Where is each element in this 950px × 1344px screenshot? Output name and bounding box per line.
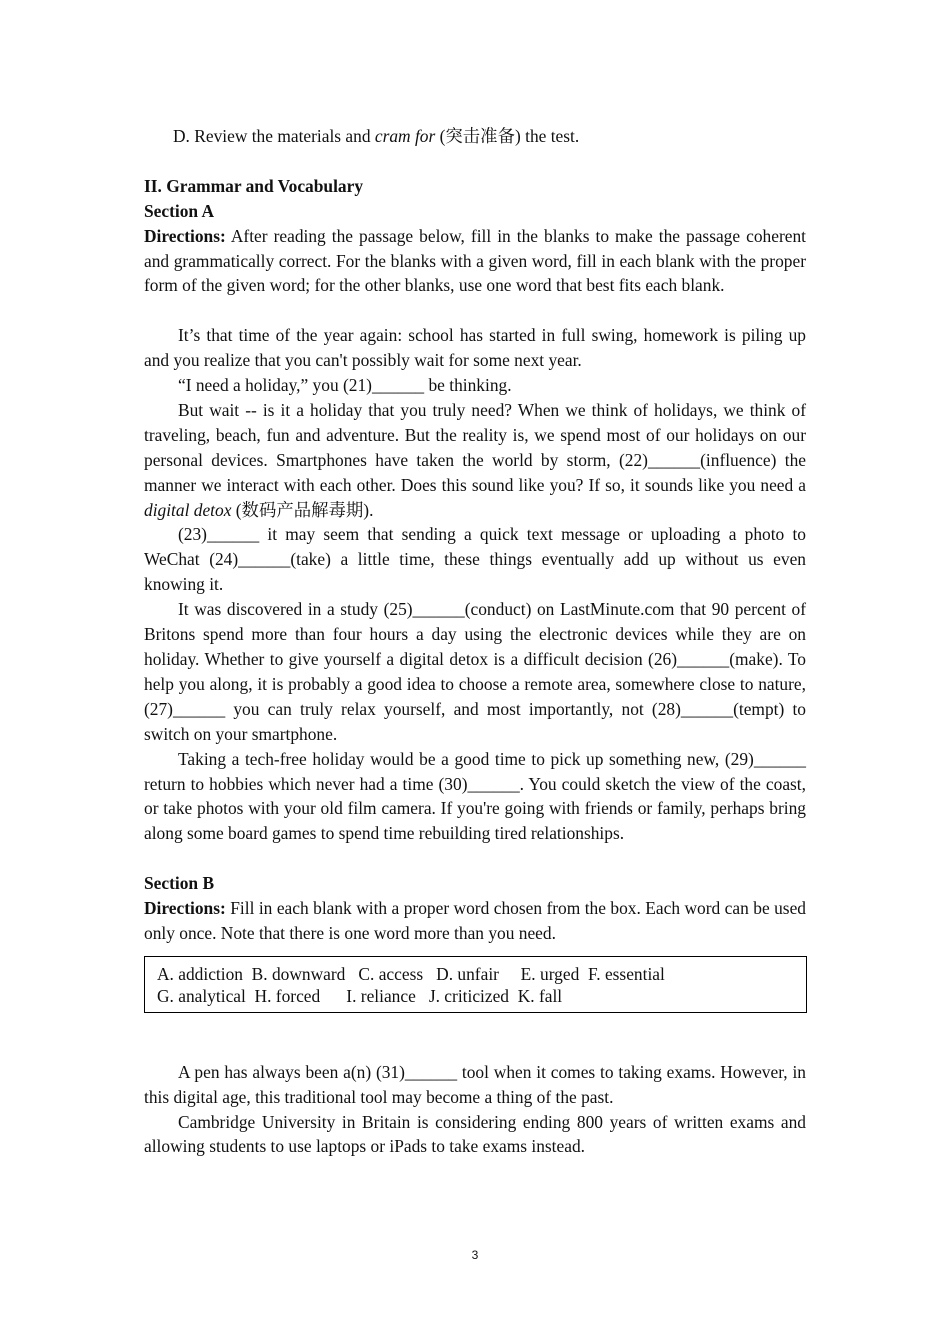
directions-label: Directions: [144, 898, 226, 919]
passage-b-paragraph-1: A pen has always been a(n) (31)______ tool when it comes to taking exams. However, in this digital age, this traditional tool may become a thing of the past. [144, 1061, 806, 1107]
document-page [144, 124, 806, 1159]
directions-label: Directions: [144, 225, 226, 246]
spacer [144, 298, 806, 323]
passage-b-paragraph-2: Cambridge University in Britain is considering ending 800 years of written exams and allowing students to use laptops or iPads to take exams instead. [144, 1111, 806, 1157]
passage-a-paragraph-2: “I need a holiday,” you (21)______ be thinking. [178, 375, 512, 396]
digital-detox-term: digital detox [144, 499, 232, 520]
passage-a-paragraph-4: (23)______ it may seem that sending a quick text message or uploading a photo to WeChat (24)______(take) a little time, these things eventually add up without us even knowing it. [144, 524, 806, 595]
spacer [144, 846, 806, 871]
page-number: 3 [471, 1248, 479, 1262]
option-d: D. Review the materials and cram for (突击准备) the test. [173, 126, 580, 146]
word-bank-row-1: A. addiction B. downward C. access D. unfair E. urged F. essential [157, 963, 665, 984]
spacer [144, 1013, 806, 1038]
part-title: II. Grammar and Vocabulary [144, 175, 364, 196]
passage-a-paragraph-5: It was discovered in a study (25)______(conduct) on LastMinute.com that 90 percent of Britons spend more than four hours a day using the electronic devices while they are on holiday. Whether to give yourself a digital detox is a difficult decision (26)______(make). To help you along, it is probably a good idea to choose a remote area, somewhere close to nature, (27)______ you can truly relax yourself, and most importantly, not (28)______(tempt) to switch on your smartphone. [144, 599, 806, 744]
passage-a-paragraph-3: But wait -- is it a holiday that you truly need? When we think of holidays, we think of traveling, beach, fun and adventure. But the reality is, we spend most of our holidays on our personal devices. Smartphones have taken the world by storm, (22)______(influence) the manner we interact with each other. Does this sound like you? If so, it sounds like you need a digital detox (数码产品解毒期). [144, 399, 806, 520]
section-a-directions: Directions: After reading the passage below, fill in the blanks to make the passage coherent and grammatically correct. For the blanks with a given word, fill in each blank with the proper form of the given word; for the other blanks, use one word that best fits each blank. [144, 225, 806, 296]
spacer [144, 149, 806, 174]
word-bank-box [144, 956, 807, 1013]
section-b-title: Section B [144, 873, 215, 894]
passage-a-paragraph-6: Taking a tech-free holiday would be a good time to pick up something new, (29)______ return to hobbies which never had a time (30)______. You could sketch the view of the coast, or take photos with your old film camera. If you're going with friends or family, perhaps bring along some board games to spend time rebuilding tired relationships. [144, 748, 806, 844]
section-a-title: Section A [144, 200, 215, 221]
word-bank-row-2: G. analytical H. forced I. reliance J. criticized K. fall [157, 985, 563, 1006]
passage-a-paragraph-1: It’s that time of the year again: school has started in full swing, homework is piling up and you realize that you can't possibly wait for some next year. [144, 325, 806, 371]
option-d-emphasis: cram for [374, 126, 436, 146]
section-b-directions: Directions: Fill in each blank with a proper word chosen from the box. Each word can be used only once. Note that there is one word more than you need. [144, 898, 806, 943]
spacer [144, 1038, 806, 1060]
